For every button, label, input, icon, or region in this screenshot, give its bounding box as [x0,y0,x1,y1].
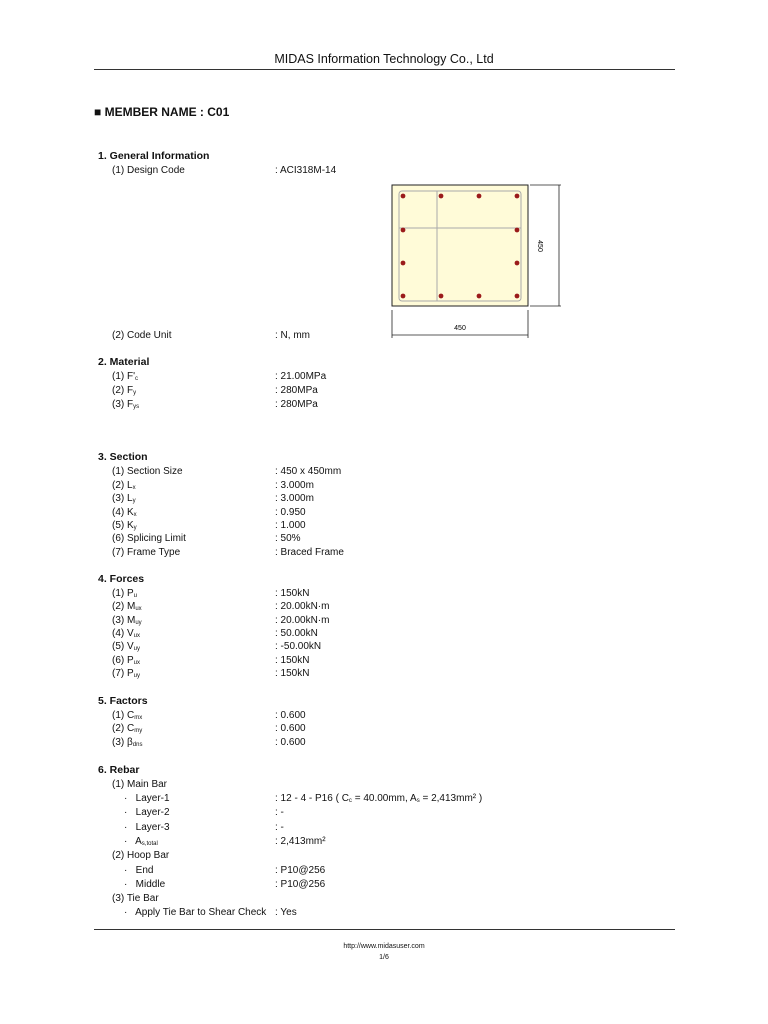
frame-type-value: : Braced Frame [275,547,344,558]
main-bar-label: (1) Main Bar [112,779,168,790]
hoop-end-label: · End [124,865,154,876]
rebar [439,194,444,199]
layer1-label: · Layer-1 [124,793,170,804]
lx-label: (2) $L_x$ [112,480,136,491]
column-section-outline [392,185,528,306]
splice-label: (6) Splicing Limit [112,533,186,544]
section-factors-title: 5. Factors [98,695,148,707]
apply-tie-value: : Yes [275,907,297,918]
layer2-value: : - [275,807,284,818]
section-general-title: 1. General Information [98,150,210,162]
astotal-label: · $A_{s,total}$ [124,836,158,847]
rebar [477,294,482,299]
fys-label: (3) $F_{ys}$ [112,399,140,410]
hoop-end-value: : P10@256 [275,865,326,876]
dim-width-label: 450 [454,325,466,332]
layer2-label: · Layer-2 [124,807,170,818]
header-title: MIDAS Information Technology Co., Ltd [274,52,494,66]
cmy-value: : 0.600 [275,723,306,734]
hoop-middle-label: · Middle [124,879,166,890]
code-unit-value: : N, mm [275,330,310,341]
section-rebar-title: 6. Rebar [98,764,140,776]
vuy-value: : -50.00kN [275,641,322,652]
muy-value: : 20.00kN·m [275,615,330,626]
section-material-title: 2. Material [98,356,150,368]
dim-height-label: 450 [536,240,543,252]
section-size-label: (1) Section Size [112,466,183,477]
bdns-label: (3) $\beta_{dns}$ [112,737,143,748]
ly-value: : 3.000m [275,493,314,504]
muy-label: (3) $M_{uy}$ [112,615,142,626]
footer-url: http://www.midasuser.com [343,943,425,950]
section-section-title: 3. Section [98,451,148,463]
puy-label: (7) $P_{uy}$ [112,668,141,679]
ky-value: : 1.000 [275,520,306,531]
astotal-value: : 2,413mm² [275,836,326,847]
rebar [515,261,520,266]
hoop-bar-label: (2) Hoop Bar [112,850,170,861]
section-size-value: : 450 x 450mm [275,466,342,477]
header-rule [94,69,675,70]
code-unit-label: (2) Code Unit [112,330,172,341]
kx-label: (4) $K_x$ [112,507,137,518]
cmx-label: (1) $C_{mx}$ [112,710,143,721]
ky-label: (5) $K_y$ [112,520,137,531]
ly-label: (3) $L_y$ [112,493,136,504]
footer-page: 1/6 [379,954,389,961]
fy-value: : 280MPa [275,385,318,396]
bdns-value: : 0.600 [275,737,306,748]
tie-bar-label: (3) Tie Bar [112,893,159,904]
design-code-value: : ACI318M-14 [275,165,337,176]
vux-value: : 50.00kN [275,628,318,639]
design-code-label: (1) Design Code [112,165,185,176]
rebar [477,194,482,199]
kx-value: : 0.950 [275,507,306,518]
fc-label: (1) $F'_c$ [112,371,139,382]
frame-type-label: (7) Frame Type [112,547,181,558]
rebar [515,228,520,233]
layer3-value: : - [275,822,284,833]
pux-value: : 150kN [275,655,310,666]
lx-value: : 3.000m [275,480,314,491]
cmx-value: : 0.600 [275,710,306,721]
rebar [401,228,406,233]
fys-value: : 280MPa [275,399,318,410]
mux-label: (2) $M_{ux}$ [112,601,142,612]
rebar [401,294,406,299]
fc-value: : 21.00MPa [275,371,327,382]
pu-value: : 150kN [275,588,310,599]
rebar [401,261,406,266]
vux-label: (4) $V_{ux}$ [112,628,141,639]
vuy-label: (5) $V_{uy}$ [112,641,141,652]
apply-tie-label: · Apply Tie Bar to Shear Check [124,907,267,918]
hoop-middle-value: : P10@256 [275,879,326,890]
rebar [439,294,444,299]
mux-value: : 20.00kN·m [275,601,330,612]
puy-value: : 150kN [275,668,310,679]
pux-label: (6) $P_{ux}$ [112,655,141,666]
layer3-label: · Layer-3 [124,822,170,833]
section-diagram [385,180,565,342]
splice-value: : 50% [275,533,301,544]
rebar [515,194,520,199]
rebar [515,294,520,299]
fy-label: (2) $F_y$ [112,385,137,396]
pu-label: (1) $P_u$ [112,588,138,599]
cmy-label: (2) $C_{my}$ [112,723,143,734]
rebar [401,194,406,199]
member-name: ■ MEMBER NAME : C01 [94,105,230,119]
layer1-value: : 12 - 4 - P16 ( $C_c = 40.00mm$, $A_s = 2,413mm^2$ ) [275,793,483,804]
footer-rule [94,929,675,930]
section-forces-title: 4. Forces [98,573,145,585]
